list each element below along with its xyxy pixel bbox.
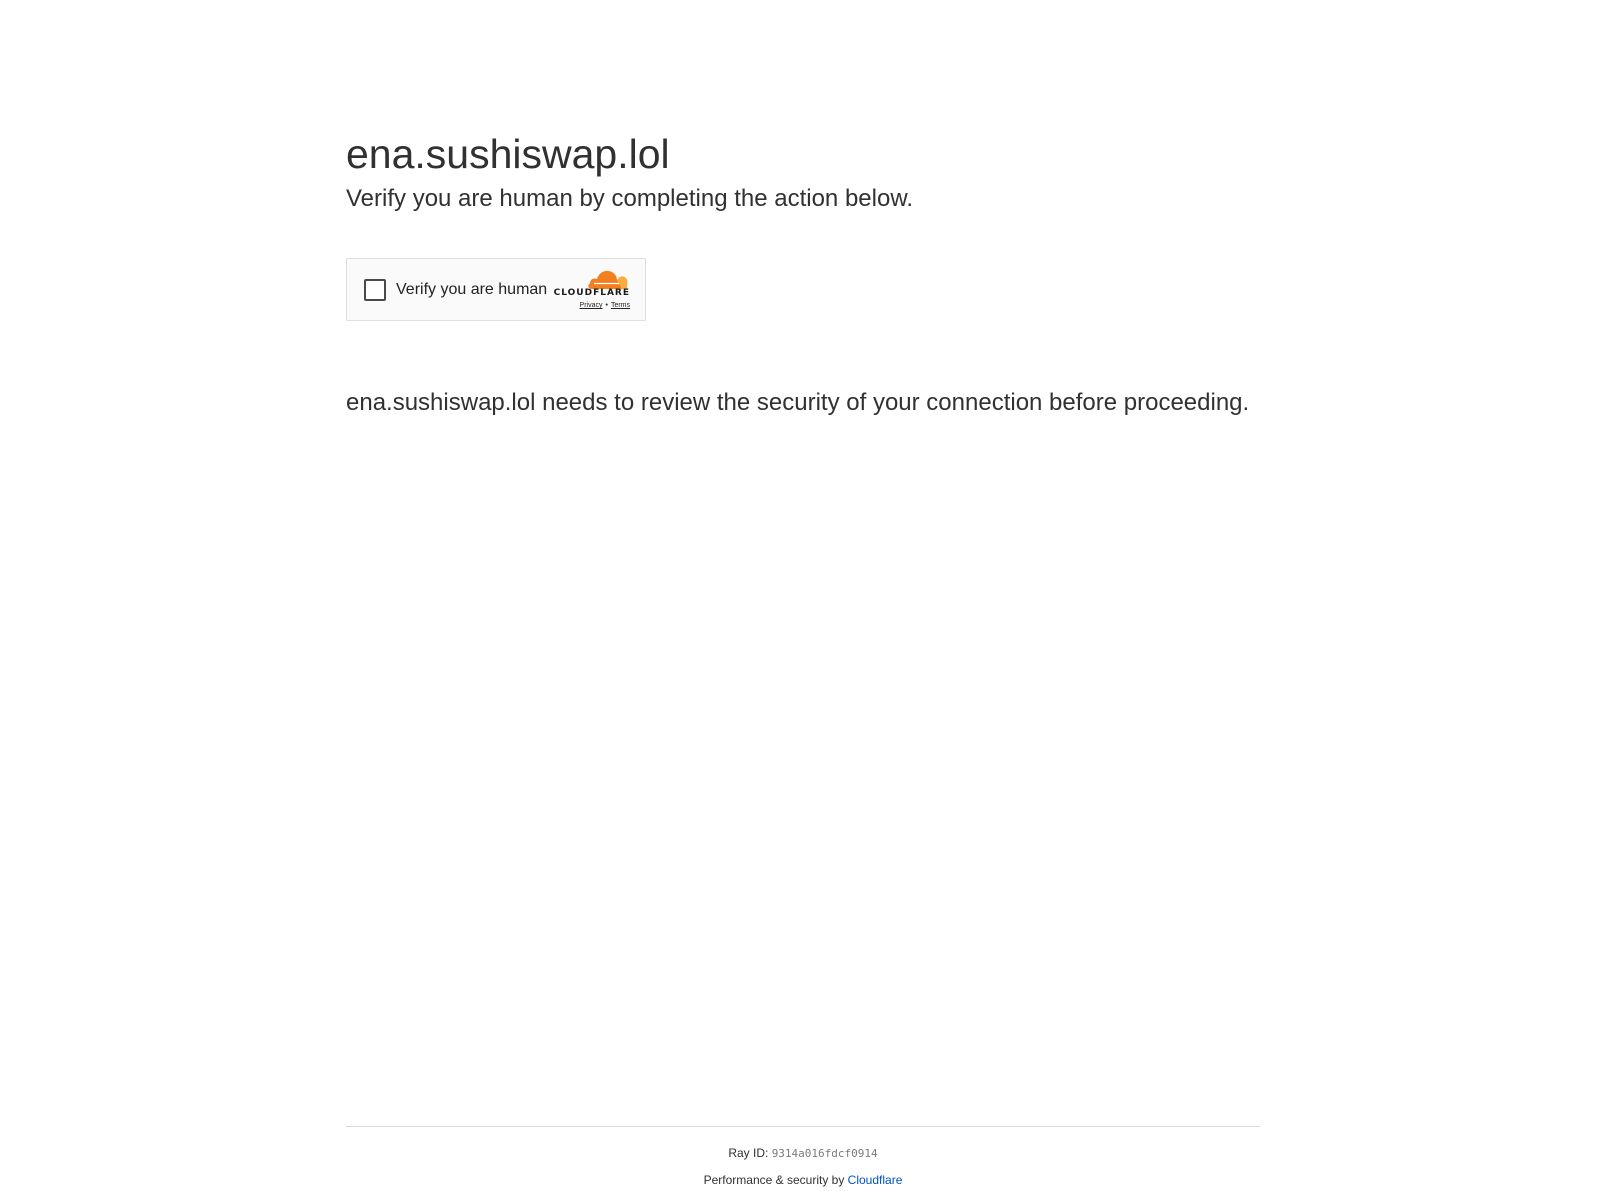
performance-prefix: Performance & security by <box>703 1173 845 1187</box>
ray-id-row <box>346 1146 1260 1161</box>
security-review-message: ena.sushiswap.lol needs to review the security of your connection before proceeding. <box>346 389 1250 416</box>
turnstile-widget <box>346 258 646 321</box>
cloudflare-wordmark: CLOUDFLARE <box>553 288 630 298</box>
page-subtitle: Verify you are human by completing the action below. <box>346 185 913 213</box>
performance-credit <box>346 1173 1260 1187</box>
page-title: ena.sushiswap.lol <box>346 131 670 177</box>
privacy-link[interactable]: Privacy <box>579 302 603 309</box>
cloudflare-link[interactable]: Cloudflare <box>847 1173 903 1187</box>
verify-checkbox[interactable] <box>364 279 386 301</box>
cloudflare-brand <box>538 268 630 314</box>
ray-id-label: Ray ID: <box>728 1146 769 1160</box>
widget-links <box>580 302 630 309</box>
cloudflare-cloud-icon <box>586 268 628 290</box>
footer <box>346 1126 1260 1187</box>
ray-id-value: 9314a016fdcf0914 <box>771 1147 878 1160</box>
link-separator: • <box>605 302 608 309</box>
verify-checkbox-label[interactable]: Verify you are human <box>396 281 548 298</box>
terms-link[interactable]: Terms <box>610 302 630 309</box>
main-content <box>346 130 1266 416</box>
